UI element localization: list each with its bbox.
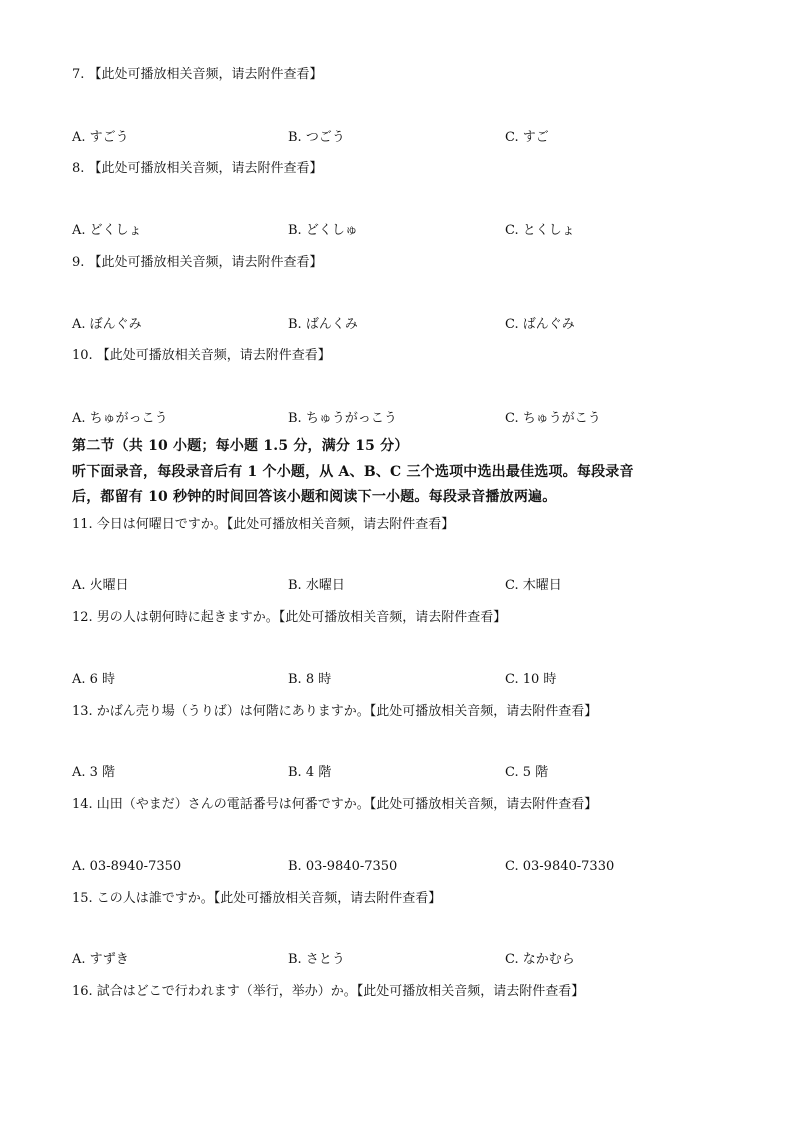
question-10-option-c[interactable]: C. ちゅうがこう: [505, 411, 601, 426]
question-11-option-b[interactable]: B. 水曜日: [288, 578, 345, 593]
question-7-option-c[interactable]: C. すご: [505, 130, 549, 145]
question-12-option-c[interactable]: C. 10 時: [505, 672, 557, 687]
question-12-option-b[interactable]: B. 8 時: [288, 672, 332, 687]
question-14-option-b[interactable]: B. 03-9840-7350: [288, 859, 398, 874]
question-14-stem: 14. 山田（やまだ）さんの電話番号は何番ですか。【此处可播放相关音频，请去附件查看】: [72, 797, 598, 812]
question-14-option-c[interactable]: C. 03-9840-7330: [505, 859, 615, 874]
question-10-option-b[interactable]: B. ちゅうがっこう: [288, 411, 397, 426]
question-14-option-a[interactable]: A. 03-8940-7350: [72, 859, 182, 874]
question-15-option-b[interactable]: B. さとう: [288, 952, 345, 967]
question-9-option-c[interactable]: C. ばんぐみ: [505, 317, 575, 332]
question-13-option-b[interactable]: B. 4 階: [288, 765, 332, 780]
question-8-option-a[interactable]: A. どくしょ: [72, 223, 142, 238]
question-15-option-a[interactable]: A. すずき: [72, 952, 129, 967]
question-7-option-a[interactable]: A. すごう: [72, 130, 129, 145]
question-12-stem: 12. 男の人は朝何時に起きますか。【此处可播放相关音频，请去附件查看】: [72, 610, 507, 625]
question-7-option-b[interactable]: B. つごう: [288, 130, 345, 145]
section-instruction-line-1: 听下面录音，每段录音后有 1 个小题，从 A、B、C 三个选项中选出最佳选项。每段录音: [72, 464, 634, 480]
question-10-option-a[interactable]: A. ちゅがっこう: [72, 411, 168, 426]
question-11-option-a[interactable]: A. 火曜日: [72, 578, 129, 593]
question-9-stem: 9. 【此处可播放相关音频，请去附件查看】: [72, 255, 323, 270]
question-12-option-a[interactable]: A. 6 時: [72, 672, 116, 687]
question-11-option-c[interactable]: C. 木曜日: [505, 578, 562, 593]
question-13-stem: 13. かばん売り場（うりば）は何階にありますか。【此处可播放相关音频，请去附件查看】: [72, 704, 598, 719]
section-title: 第二节（共 10 小题；每小题 1.5 分，满分 15 分）: [72, 438, 409, 454]
question-8-option-b[interactable]: B. どくしゅ: [288, 223, 358, 238]
question-13-option-c[interactable]: C. 5 階: [505, 765, 549, 780]
question-8-option-c[interactable]: C. とくしょ: [505, 223, 575, 238]
question-9-option-b[interactable]: B. ばんくみ: [288, 317, 358, 332]
question-15-option-c[interactable]: C. なかむら: [505, 952, 575, 967]
question-7-stem: 7. 【此处可播放相关音频，请去附件查看】: [72, 67, 323, 82]
question-9-option-a[interactable]: A. ぼんぐみ: [72, 317, 142, 332]
question-8-stem: 8. 【此处可播放相关音频，请去附件查看】: [72, 161, 323, 176]
question-15-stem: 15. この人は誰ですか。【此处可播放相关音频，请去附件查看】: [72, 891, 442, 906]
question-16-stem: 16. 試合はどこで行われます（举行，举办）か。【此处可播放相关音频，请去附件查看】: [72, 984, 585, 999]
question-11-stem: 11. 今日は何曜日ですか。【此处可播放相关音频，请去附件查看】: [72, 517, 455, 532]
question-10-stem: 10. 【此处可播放相关音频，请去附件查看】: [72, 348, 331, 363]
section-instruction-line-2: 后，都留有 10 秒钟的时间回答该小题和阅读下一小题。每段录音播放两遍。: [72, 489, 557, 505]
question-13-option-a[interactable]: A. 3 階: [72, 765, 116, 780]
